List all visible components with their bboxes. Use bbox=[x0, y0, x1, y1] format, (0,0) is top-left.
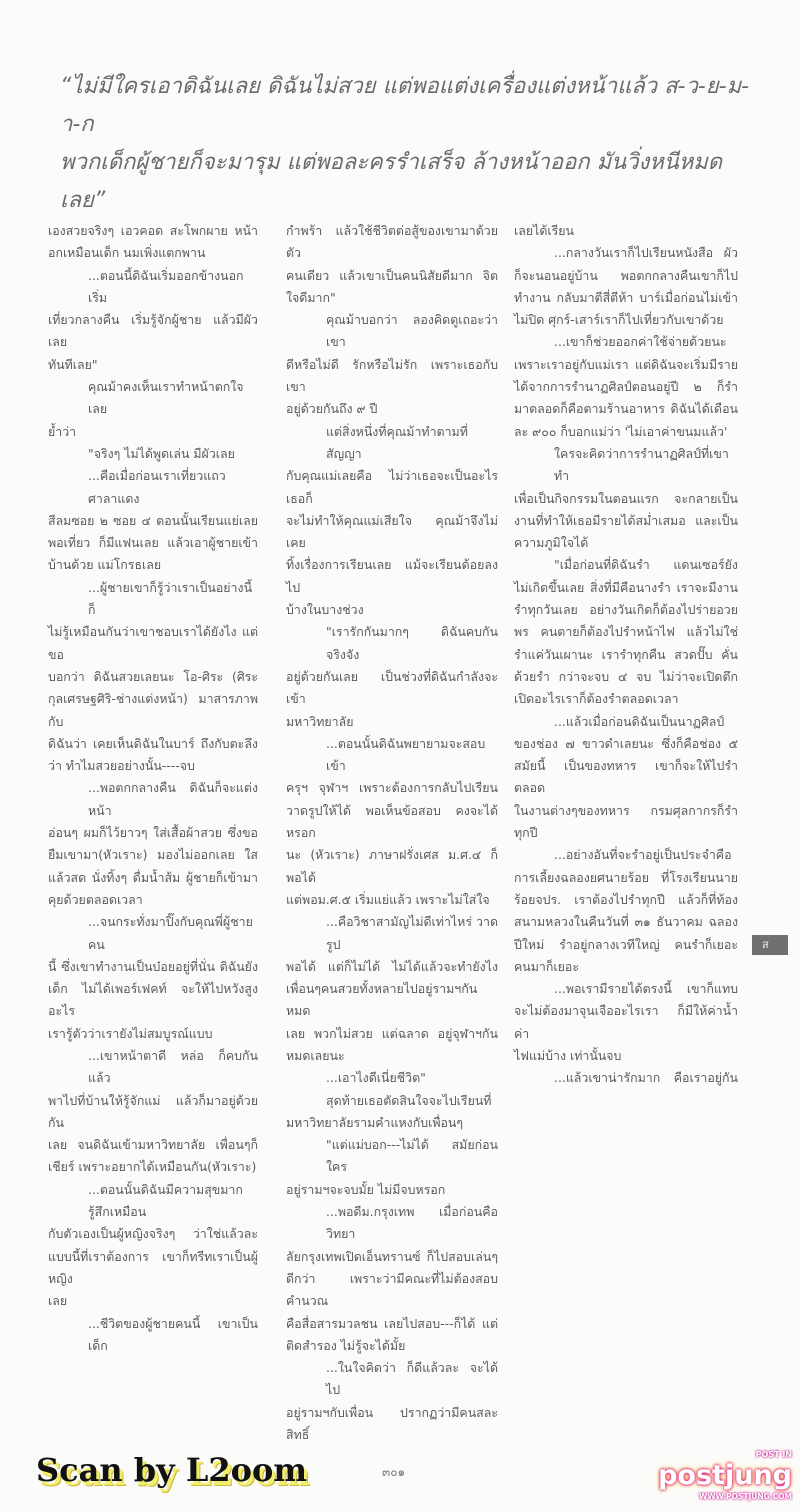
text-line: ใครจะคิดว่าการรำนาฏศิลป์ที่เขาทำ bbox=[554, 445, 729, 484]
text-line: จะไม่ทำให้คุณแม่เสียใจ คุณม้าจึงไม่เคย bbox=[286, 512, 498, 551]
text-line: ...ชีวิตของผู้ชายคนนี้ เขาเป็นเด็ก bbox=[88, 1315, 258, 1353]
text-line: เลย bbox=[48, 1293, 68, 1309]
text-line: สุดท้ายเธอตัดสินใจจะไปเรียนที่ bbox=[326, 1092, 492, 1108]
text-line: นะ (หัวเราะ) ภาษาฝรั่งเศส ม.ศ.๔ ก็พอได้ bbox=[286, 847, 498, 885]
text-line: คนมาก็เยอะ bbox=[514, 958, 579, 974]
section-tab: ส bbox=[752, 935, 788, 955]
text-line: ในงานต่างๆของทหาร กรมศุลกากรก็รำ bbox=[514, 802, 738, 818]
text-line: ...เขาหน้าตาดี หล่อ ก็คบกัน แล้ว bbox=[88, 1047, 258, 1086]
article-column-3 bbox=[514, 220, 738, 1090]
text-line: พอได้ แต่ก็ไม่ได้ ไม่ได้แล้วจะทำยังไง bbox=[286, 958, 498, 974]
text-line: เด็ก ไม่ได้เพอร์เฟคท์ จะให้ไปหวังสูงอะไร bbox=[48, 981, 258, 1019]
text-line: ไม่ปิด ศุกร์-เสาร์เราก็ไปเที่ยวกับเขาด้วย bbox=[514, 312, 724, 328]
article-body bbox=[48, 220, 738, 1446]
text-line: ...ตอนนี้ดิฉันเริ่มออกข้างนอก เริ่ม bbox=[88, 267, 244, 305]
text-line: ของช่อง ๗ ขาวดำเลยนะ ซึ่งก็คือช่อง ๕ bbox=[514, 735, 738, 751]
text-line: ...เอาไงดีเนี่ยชีวิต" bbox=[326, 1070, 426, 1086]
text-line: การเลี้ยงฉลองยศนายร้อย ที่โรงเรียนนาย bbox=[514, 869, 738, 885]
text-line: งานที่ทำให้เธอมีรายได้สม่ำเสมอ และเป็น bbox=[514, 512, 738, 528]
pull-quote bbox=[60, 68, 760, 220]
text-line: วาดรูปให้ได้ พอเห็นข้อสอบ คงจะได้หรอก bbox=[286, 802, 498, 841]
text-line: อยู่รามฯกับเพื่อน ปรากฏว่ามีคนสละสิทธิ์ bbox=[286, 1404, 498, 1443]
text-line: กุลเศรษฐศิริ-ช่างแต่งหน้า) มาสารภาพกับ bbox=[48, 691, 258, 729]
text-line: ...คือวิชาสามัญไม่ดีเท่าไหร่ วาดรูป bbox=[326, 914, 498, 952]
text-line: รำแค่วันเผานะ เรารำทุกคืน สวดปั๊บ คั่น bbox=[514, 646, 738, 662]
text-line: "เมื่อก่อนที่ดิฉันรำ แดนเซอร์ยัง bbox=[554, 557, 738, 573]
text-line: กับคุณแม่เลยคือ ไม่ว่าเธอจะเป็นอะไร เธอก็ bbox=[286, 468, 498, 506]
text-line: ย้ำว่า bbox=[48, 423, 77, 439]
text-line: ทุกปี bbox=[514, 825, 538, 841]
text-line: แบบนี้ที่เราต้องการ เขาก็ทรีทเราเป็นผู้หญิง bbox=[48, 1248, 258, 1286]
text-line: พร คนตายก็ต้องไปรำหน้าไฟ แล้วไม่ใช่ bbox=[514, 624, 738, 640]
text-line: บ้านด้วย แม่โกรธเลย bbox=[48, 557, 162, 573]
text-line: พอเที่ยว ก็มีแฟนเลย แล้วเอาผู้ชายเข้า bbox=[48, 535, 258, 551]
text-line: ความภูมิใจได้ bbox=[514, 535, 589, 551]
text-line: คุณม้าคงเห็นเราทำหน้าตกใจ เลย bbox=[88, 379, 244, 417]
text-line: กับตัวเองเป็นผู้หญิงจริงๆ ว่าใช่แล้วละ bbox=[48, 1226, 258, 1242]
text-line: แต่สิ่งหนึ่งที่คุณม้าทำตามที่สัญญา bbox=[326, 423, 468, 461]
text-line: นี้ ซึ่งเขาทำงานเป็นบ๋อยอยู่ที่นั่น ดิฉันยัง bbox=[48, 958, 258, 974]
text-line: อกเหมือนเด็ก นมเพิ่งแตกพาน bbox=[48, 245, 206, 261]
text-line: ดีกว่า เพราะว่ามีคณะที่ไม่ต้องสอบคำนวณ bbox=[286, 1270, 498, 1309]
page-footer bbox=[0, 1450, 800, 1512]
text-line: ได้จากการรำนาฏศิลป์ตอนอยู่ปี ๒ ก็รำ bbox=[514, 379, 738, 395]
text-line: ...เขาก็ช่วยออกค่าใช้จ่ายด้วยนะ bbox=[554, 334, 727, 350]
text-line: ปีใหม่ รำอยู่กลางเวทีใหญ่ คนรำก็เยอะ bbox=[514, 936, 738, 952]
text-line: เปิดอะไรเราก็ต้องรำตลอดเวลา bbox=[514, 691, 679, 707]
text-line: ...กลางวันเราก็ไปเรียนหนังสือ ผัว bbox=[554, 245, 738, 261]
watermark-brand: postjung bbox=[658, 1460, 792, 1492]
text-line: มาตลอดก็คือตามร้านอาหาร ดิฉันได้เดือน bbox=[514, 401, 738, 417]
text-line: ...พอดีม.กรุงเทพ เมื่อก่อนคือวิทยา bbox=[326, 1204, 498, 1242]
text-line: ทำงาน กลับมาตีสี่ตีห้า บาร์เมื่อก่อนไม่เข้า bbox=[514, 289, 738, 305]
text-line: อยู่รามฯจะจบมั้ย ไม่มีจบหรอก bbox=[286, 1181, 446, 1197]
text-line: เชียร์ เพราะอยากได้เหมือนกัน(หัวเราะ) bbox=[48, 1159, 257, 1175]
text-line: ...ผู้ชายเขาก็รู้ว่าเราเป็นอย่างนี้ ก็ bbox=[88, 579, 253, 618]
text-line: เรารู้ตัวว่าเรายังไม่สมบูรณ์แบบ bbox=[48, 1025, 213, 1041]
text-line: อ่อนๆ ผมก็ไว้ยาวๆ ใส่เสื้อผ้าสวย ซึ่งขอ bbox=[48, 825, 258, 841]
text-line: ว่า ทำไมสวยอย่างนั้น----จบ bbox=[48, 758, 195, 774]
text-line: อยู่ด้วยกันถึง ๙ ปี bbox=[286, 401, 378, 417]
text-line: ...พอเรามีรายได้ตรงนี้ เขาก็แทบ bbox=[554, 981, 738, 997]
text-line: ละ ๙๐๐ ก็บอกแม่ว่า 'ไม่เอาค่าขนมแล้ว' bbox=[514, 423, 728, 439]
text-line: สนามหลวงในคืนวันที่ ๓๑ ธันวาคม ฉลอง bbox=[514, 914, 738, 930]
text-line: ไม่รู้เหมือนกันว่าเขาชอบเราได้ยังไง แต่ขอ bbox=[48, 624, 258, 662]
text-line: ...แล้วเมื่อก่อนดิฉันเป็นนาฏศิลป์ bbox=[554, 713, 725, 729]
text-line: ทันทีเลย" bbox=[48, 356, 98, 372]
text-line: พาไปที่บ้านให้รู้จักแม่ แล้วก็มาอยู่ด้วยกัน bbox=[48, 1092, 258, 1130]
text-line: บอกว่า ดิฉันสวยเลยนะ โอ-ศิระ (ศิระ bbox=[48, 668, 258, 684]
scan-credit: Scan by L2oom bbox=[36, 1451, 308, 1490]
text-line: เพราะเราอยู่กับแม่เรา แต่ดิฉันจะเริ่มมีราย bbox=[514, 356, 738, 372]
watermark-top: POST IN bbox=[755, 1450, 792, 1460]
text-line: "แต่แม่บอก---ไม่ได้ สมัยก่อนใคร bbox=[326, 1137, 498, 1175]
text-line: คนเดียว แล้วเขาเป็นคนนิสัยดีมาก จิต bbox=[286, 267, 498, 283]
text-line: ครุฯ จุฬาฯ เพราะต้องการกลับไปเรียน bbox=[286, 780, 498, 796]
postjung-watermark-logo bbox=[652, 1450, 792, 1502]
watermark-url: WWW.POSTJUNG.COM bbox=[699, 1492, 792, 1502]
text-line: เลย พวกไม่สวย แต่ฉลาด อยู่จุฬาฯกัน bbox=[286, 1025, 498, 1041]
text-line: ติดสำรอง ไม่รู้จะได้มั้ย bbox=[286, 1337, 406, 1353]
text-line: ด้วยรำ กว่าจะจบ ๔ จบ ไม่ว่าจะเปิดตึก bbox=[514, 668, 738, 684]
article-column-2 bbox=[286, 220, 498, 1446]
text-line: ยืมเขามา(หัวเราะ) มองไม่ออกเลย ใส bbox=[48, 847, 258, 863]
text-line: ...ในใจคิดว่า ก็ดีแล้วละ จะได้ไป bbox=[326, 1360, 498, 1398]
text-line: เลย จนดิฉันเข้ามหาวิทยาลัย เพื่อนๆก็ bbox=[48, 1137, 258, 1153]
text-line: ...แล้วเขาน่ารักมาก คือเราอยู่กัน bbox=[554, 1070, 738, 1086]
text-line: แล้วสด นั่งทิ้งๆ ดื่มน้ำส้ม ผู้ชายก็เข้ามา bbox=[48, 869, 258, 885]
text-line: ...พอตกกลางคืน ดิฉันก็จะแต่งหน้า bbox=[88, 780, 258, 818]
text-line: เลยได้เรียน bbox=[514, 223, 574, 238]
text-line: ดิฉันว่า เคยเห็นดิฉันในบาร์ ถึงกับตะลึง bbox=[48, 735, 258, 751]
text-line: ก็จะนอนอยู่บ้าน พอตกกลางคืนเขาก็ไป bbox=[514, 267, 738, 283]
text-line: เพื่อนๆคนสวยทั้งหลายไปอยู่รามฯกันหมด bbox=[286, 981, 478, 1019]
text-line: ไม่เกิดขึ้นเลย สิ่งที่มีคือนางรำ เราจะมีงาน bbox=[514, 579, 738, 595]
text-line: รำทุกวันเลย อย่างวันเกิดก็ต้องไปร่ายอวย bbox=[514, 602, 738, 618]
page-number: ๓๐๑ bbox=[382, 1465, 406, 1480]
text-line: สมัยนี้ เป็นของทหาร เขาก็จะให้ไปรำตลอด bbox=[514, 758, 738, 796]
text-line: ไฟแม่บ้าง เท่านั้นจบ bbox=[514, 1047, 622, 1063]
text-line: ลัยกรุงเทพเปิดเอ็นทรานซ์ ก็ไปสอบเล่นๆ bbox=[286, 1248, 498, 1264]
text-line: ...ตอนนั้นดิฉันมีความสุขมากรู้สึกเหมือน bbox=[88, 1181, 243, 1220]
text-line: "จริงๆ ไม่ได้พูดเล่น มีผัวเลย bbox=[88, 445, 235, 461]
text-line: ดีหรือไม่ดี รักหรือไม่รัก เพราะเธอกับเขา bbox=[286, 356, 498, 395]
text-line: "เรารักกันมากๆ ดิฉันคบกันจริงจัง bbox=[326, 624, 498, 662]
text-line: ทิ้งเรื่องการเรียนเลย แม้จะเรียนด้อยลงไป bbox=[286, 557, 498, 595]
text-line: เพื่อเป็นกิจกรรมในตอนแรก จะกลายเป็น bbox=[514, 490, 738, 506]
text-line: อยู่ด้วยกันเลย เป็นช่วงที่ดิฉันกำลังจะเข้า bbox=[286, 668, 498, 707]
text-line: คือสื่อสารมวลชน เลยไปสอบ---ก็ได้ แต่ bbox=[286, 1315, 498, 1331]
text-line: คุณม้าบอกว่า ลองคิดดูเถอะว่าเขา bbox=[326, 312, 498, 350]
text-line: คุยด้วยตลอดเวลา bbox=[48, 891, 143, 907]
text-line: บ้างในบางช่วง bbox=[286, 602, 364, 618]
text-line: หมดเลยนะ bbox=[286, 1047, 345, 1063]
text-line: ใจดีมาก" bbox=[286, 289, 336, 305]
article-column-1 bbox=[48, 220, 258, 1357]
pull-quote-line: พวกเด็กผู้ชายก็จะมารุม แต่พอละครรำเสร็จ ล้างหน้าออก มันวิ่งหนีหมดเลย” bbox=[60, 150, 723, 213]
text-line: กำพร้า แล้วใช้ชีวิตต่อสู้ของเขามาด้วยตัว bbox=[286, 223, 498, 261]
text-line: ร้อยจปร. เราต้องไปรำทุกปี แล้วก็ที่ท้อง bbox=[514, 891, 738, 907]
text-line: เที่ยวกลางคืน เริ่มรู้จักผู้ชาย แล้วมีผัวเลย bbox=[48, 312, 258, 350]
text-line: ...ตอนนั้นดิฉันพยายามจะสอบเข้า bbox=[326, 735, 486, 774]
text-line: มหาวิทยาลัย bbox=[286, 713, 354, 729]
text-line: มหาวิทยาลัยรามคำแหงกับเพื่อนๆ bbox=[286, 1114, 464, 1130]
text-line: แต่พอม.ศ.๕ เริ่มแย่แล้ว เพราะไม่ใส่ใจ bbox=[286, 891, 490, 907]
text-line: ...อย่างอันที่จะรำอยู่เป็นประจำคือ bbox=[554, 847, 732, 863]
text-line: ...จนกระทั่งมาปิ๊งกับคุณพี่ผู้ชายคน bbox=[88, 914, 253, 952]
pull-quote-line: “ไม่มีใครเอาดิฉันเลย ดิฉันไม่สวย แต่พอแต่งเครื่องแต่งหน้าแล้ว ส-ว-ย-ม-า-ก bbox=[60, 74, 750, 137]
text-line: จะไม่ต้องมาจุนเจืออะไรเรา ก็มีให้ค่าน้ำค่า bbox=[514, 1003, 738, 1041]
text-line: สีลมซอย ๒ ซอย ๔ ตอนนั้นเรียนแย่เลย bbox=[48, 512, 258, 528]
text-line: เองสวยจริงๆ เอวคอด สะโพกผาย หน้า bbox=[48, 223, 258, 238]
text-line: ...คือเมื่อก่อนเราเที่ยวแถวศาลาแดง bbox=[88, 468, 226, 506]
